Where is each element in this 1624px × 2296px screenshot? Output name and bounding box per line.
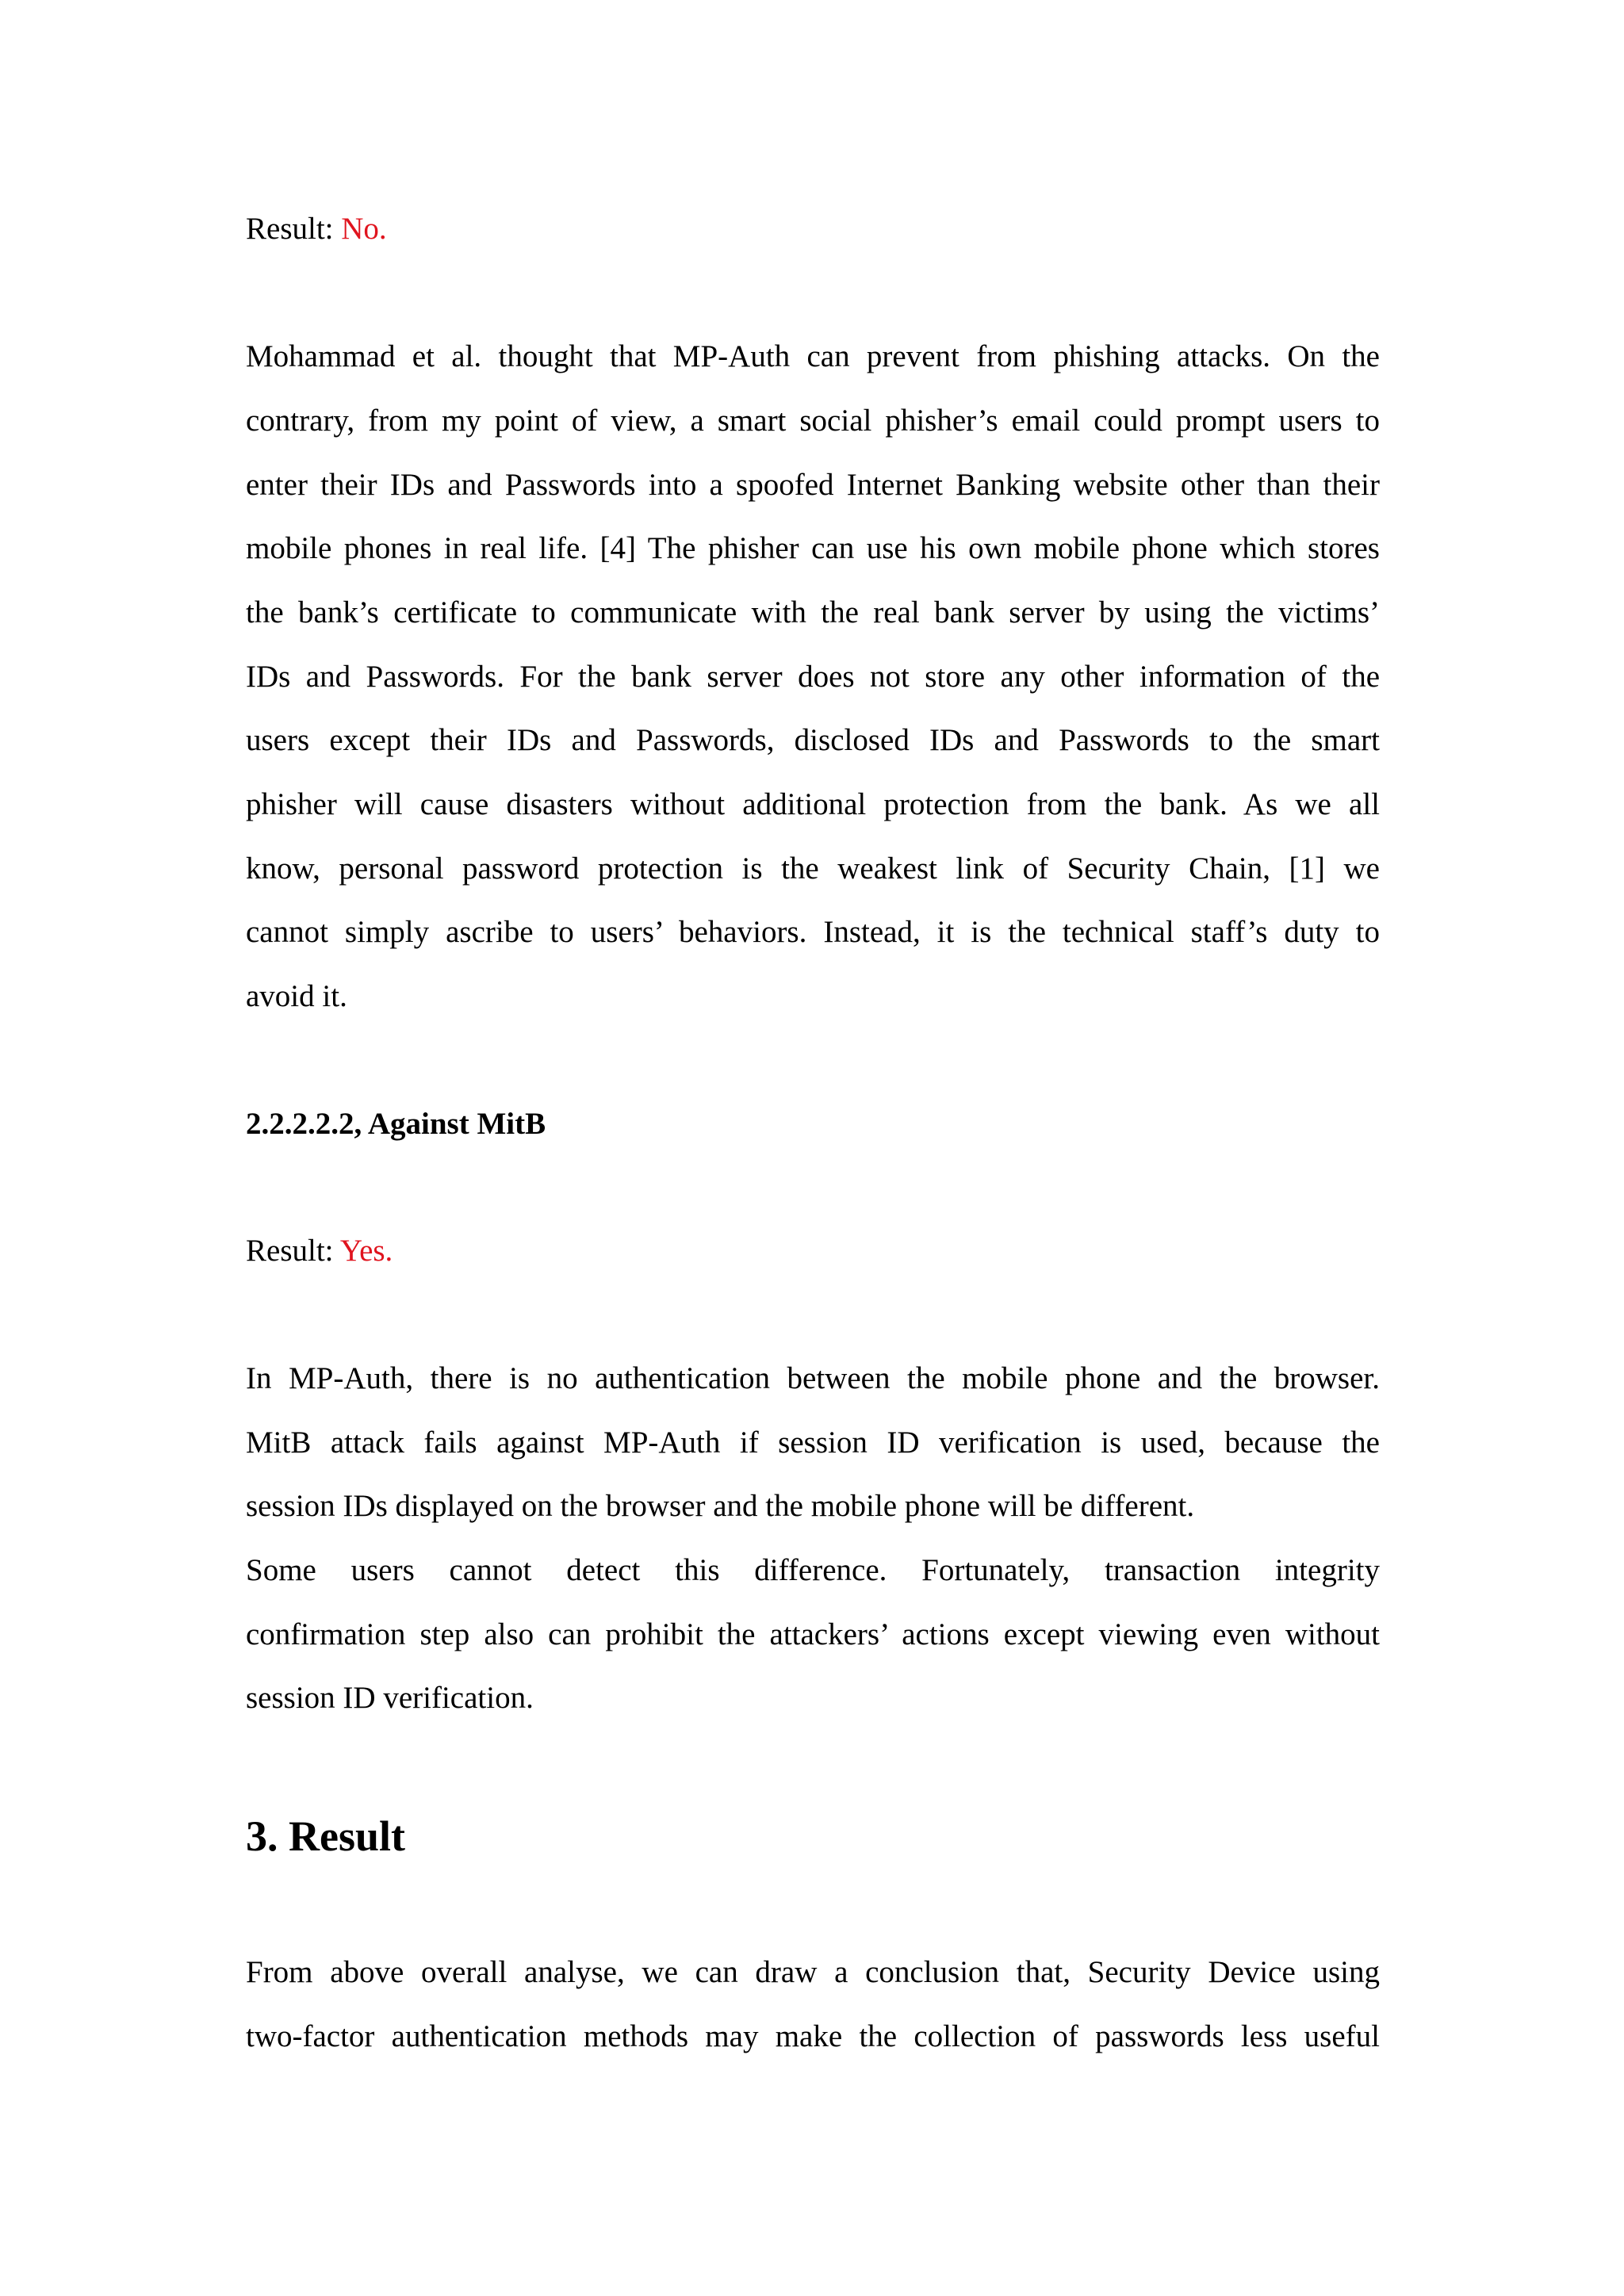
paragraph-line: Mohammad et al. thought that MP-Auth can prevent from phishing attacks. On the xyxy=(246,339,1380,373)
paragraph-line: cannot simply ascribe to users’ behaviors. Instead, it is the technical staff’s duty to xyxy=(246,915,1380,949)
paragraph-line: From above overall analyse, we can draw a conclusion that, Security Device using xyxy=(246,1955,1380,1989)
result-value-no: No. xyxy=(341,212,387,246)
paragraph-line: contrary, from my point of view, a smart social phisher’s email could prompt users to xyxy=(246,404,1380,438)
result-line-yes xyxy=(246,1232,1380,1270)
subsection-heading: 2.2.2.2.2, Against MitB xyxy=(246,1107,546,1141)
paragraph-line: Some users cannot detect this difference. Fortunately, transaction integrity xyxy=(246,1553,1380,1587)
result-value-yes: Yes. xyxy=(339,1234,393,1268)
paragraph-line: enter their IDs and Passwords into a spoofed Internet Banking website other than their xyxy=(246,468,1380,502)
paragraph-line: session ID verification. xyxy=(246,1681,534,1715)
paragraph-line: session IDs displayed on the browser and the mobile phone will be different. xyxy=(246,1489,1195,1523)
paragraph-line: phisher will cause disasters without additional protection from the bank. As we all xyxy=(246,787,1380,821)
result-label: Result: xyxy=(246,1234,340,1268)
paragraph-line: know, personal password protection is the weakest link of Security Chain, [1] we xyxy=(246,851,1380,886)
paragraph-line: two-factor authentication methods may make the collection of passwords less useful xyxy=(246,2019,1380,2053)
paragraph-line: avoid it. xyxy=(246,979,347,1013)
paragraph-line: MitB attack fails against MP-Auth if session ID verification is used, because the xyxy=(246,1425,1380,1460)
paragraph-line: mobile phones in real life. [4] The phisher can use his own mobile phone which stores xyxy=(246,531,1380,565)
result-line-no xyxy=(246,210,1380,248)
result-label: Result: xyxy=(246,212,342,246)
paragraph-line: the bank’s certificate to communicate with the real bank server by using the victims’ xyxy=(246,595,1380,629)
paragraph-line: In MP-Auth, there is no authentication between the mobile phone and the browser. xyxy=(246,1361,1380,1395)
paragraph-line: IDs and Passwords. For the bank server does not store any other information of the xyxy=(246,660,1380,694)
section-heading: 3. Result xyxy=(246,1812,405,1860)
paragraph-line: users except their IDs and Passwords, disclosed IDs and Passwords to the smart xyxy=(246,723,1380,757)
paragraph-line: confirmation step also can prohibit the attackers’ actions except viewing even without xyxy=(246,1617,1380,1651)
